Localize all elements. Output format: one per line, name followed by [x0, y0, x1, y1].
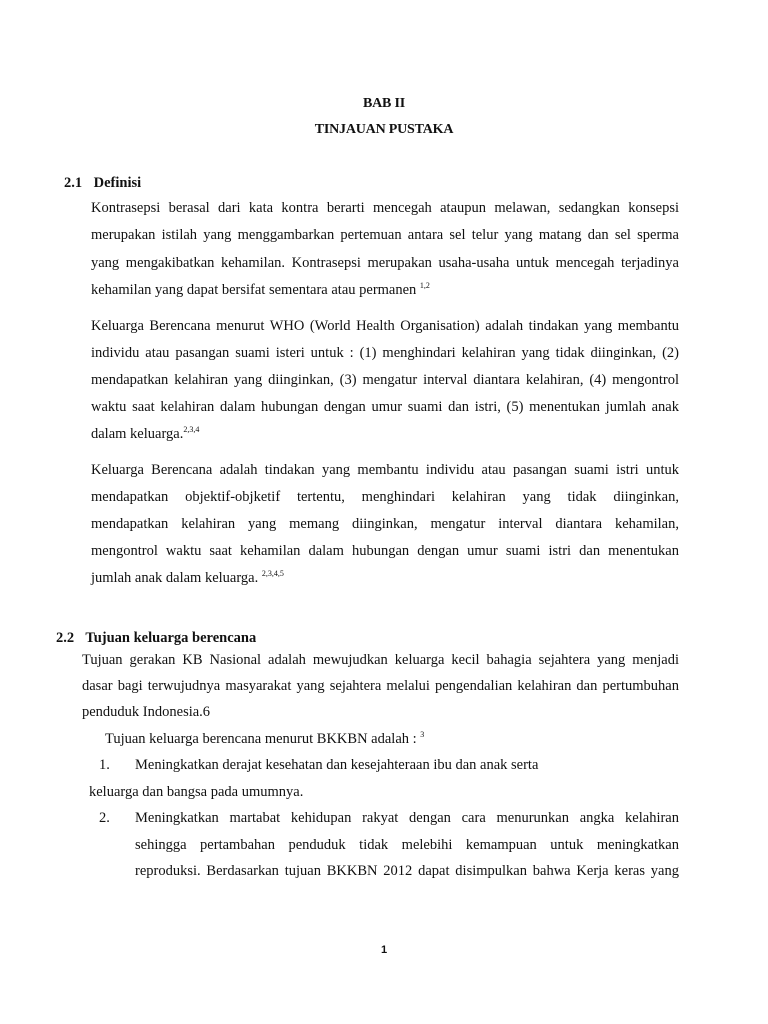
section-number: 2.2 — [56, 630, 75, 646]
citation-ref: 2,3,4 — [183, 425, 200, 434]
paragraph-line: individu atau pasangan suami isteri untuk : (1) menghindari kelahiran yang tidak diinginkan, (2) — [91, 345, 679, 361]
section-title: Tujuan keluarga berencana — [85, 630, 257, 646]
section-heading-definisi — [64, 175, 141, 192]
paragraph-line: mendapatkan objektif-objketif tertentu, menghindari kelahiran yang tidak diinginkan, — [91, 489, 679, 505]
chapter-label: BAB II — [363, 96, 405, 111]
citation-ref: 2,3,4,5 — [261, 569, 284, 578]
list-item-text: Meningkatkan derajat kesehatan dan kesejahteraan ibu dan anak serta — [135, 757, 539, 773]
section-title: Definisi — [93, 175, 142, 191]
list-item-number: 2. — [99, 810, 110, 826]
paragraph-line: Keluarga Berencana menurut WHO (World Health Organisation) adalah tindakan yang membantu — [91, 318, 679, 334]
list-item-text: Meningkatkan martabat kehidupan rakyat dengan cara menurunkan angka kelahiran — [135, 810, 679, 826]
paragraph-line: mendapatkan kelahiran yang diinginkan, (3) mengatur interval diantara kelahiran, (4) mengontrol — [91, 372, 679, 388]
list-item-text: reproduksi. Berdasarkan tujuan BKKBN 2012 dapat disimpulkan bahwa Kerja keras yang — [135, 863, 679, 879]
paragraph-text: jumlah anak dalam keluarga. — [91, 570, 262, 586]
paragraph-line: dasar bagi terwujudnya masyarakat yang sejahtera melalui pengendalian kelahiran dan pertumbuhan — [82, 678, 679, 694]
citation-ref: 1,2 — [419, 281, 430, 290]
paragraph-line: waktu saat kelahiran dalam hubungan dengan umur suami dan istri, (5) menentukan jumlah anak — [91, 399, 679, 415]
paragraph-line-with-ref — [91, 569, 284, 587]
paragraph-line-with-ref — [91, 281, 430, 299]
paragraph-line: Keluarga Berencana adalah tindakan yang membantu individu atau pasangan suami istri untuk — [91, 462, 679, 478]
section-heading-tujuan — [56, 630, 256, 647]
paragraph-line: merupakan istilah yang menggambarkan pertemuan antara sel telur yang matang dan sel sperma — [91, 227, 679, 243]
paragraph-text: kehamilan yang dapat bersifat sementara atau permanen — [91, 282, 420, 298]
paragraph-line: yang mengakibatkan kehamilan. Kontrasepsi merupakan usaha-usaha untuk mencegah terjadinya — [91, 255, 679, 271]
paragraph-line-with-ref — [91, 425, 199, 443]
section-number: 2.1 — [64, 175, 83, 191]
paragraph-line: mendapatkan kelahiran yang memang diinginkan, mengatur interval diantara kehamilan, — [91, 516, 679, 532]
list-item-number: 1. — [99, 757, 110, 773]
paragraph-line: penduduk Indonesia.6 — [82, 704, 211, 720]
paragraph-text: Tujuan keluarga berencana menurut BKKBN adalah : — [105, 731, 421, 747]
paragraph-line: Tujuan gerakan KB Nasional adalah mewujudkan keluarga kecil bahagia sejahtera yang menjadi — [82, 652, 679, 668]
paragraph-text: dalam keluarga. — [91, 426, 184, 442]
list-intro — [105, 730, 424, 748]
list-item-text: sehingga pertambahan penduduk tidak melebihi kemampuan untuk meningkatkan — [135, 837, 679, 853]
page-number: 1 — [380, 944, 388, 956]
citation-ref: 3 — [420, 730, 425, 739]
chapter-title: TINJAUAN PUSTAKA — [314, 122, 454, 137]
list-item-text: keluarga dan bangsa pada umumnya. — [89, 784, 304, 800]
paragraph-line: Kontrasepsi berasal dari kata kontra berarti mencegah ataupun melawan, sedangkan konsepsi — [91, 200, 679, 216]
paragraph-line: mengontrol waktu saat kehamilan dalam hubungan dengan umur suami istri dan menentukan — [91, 543, 679, 559]
